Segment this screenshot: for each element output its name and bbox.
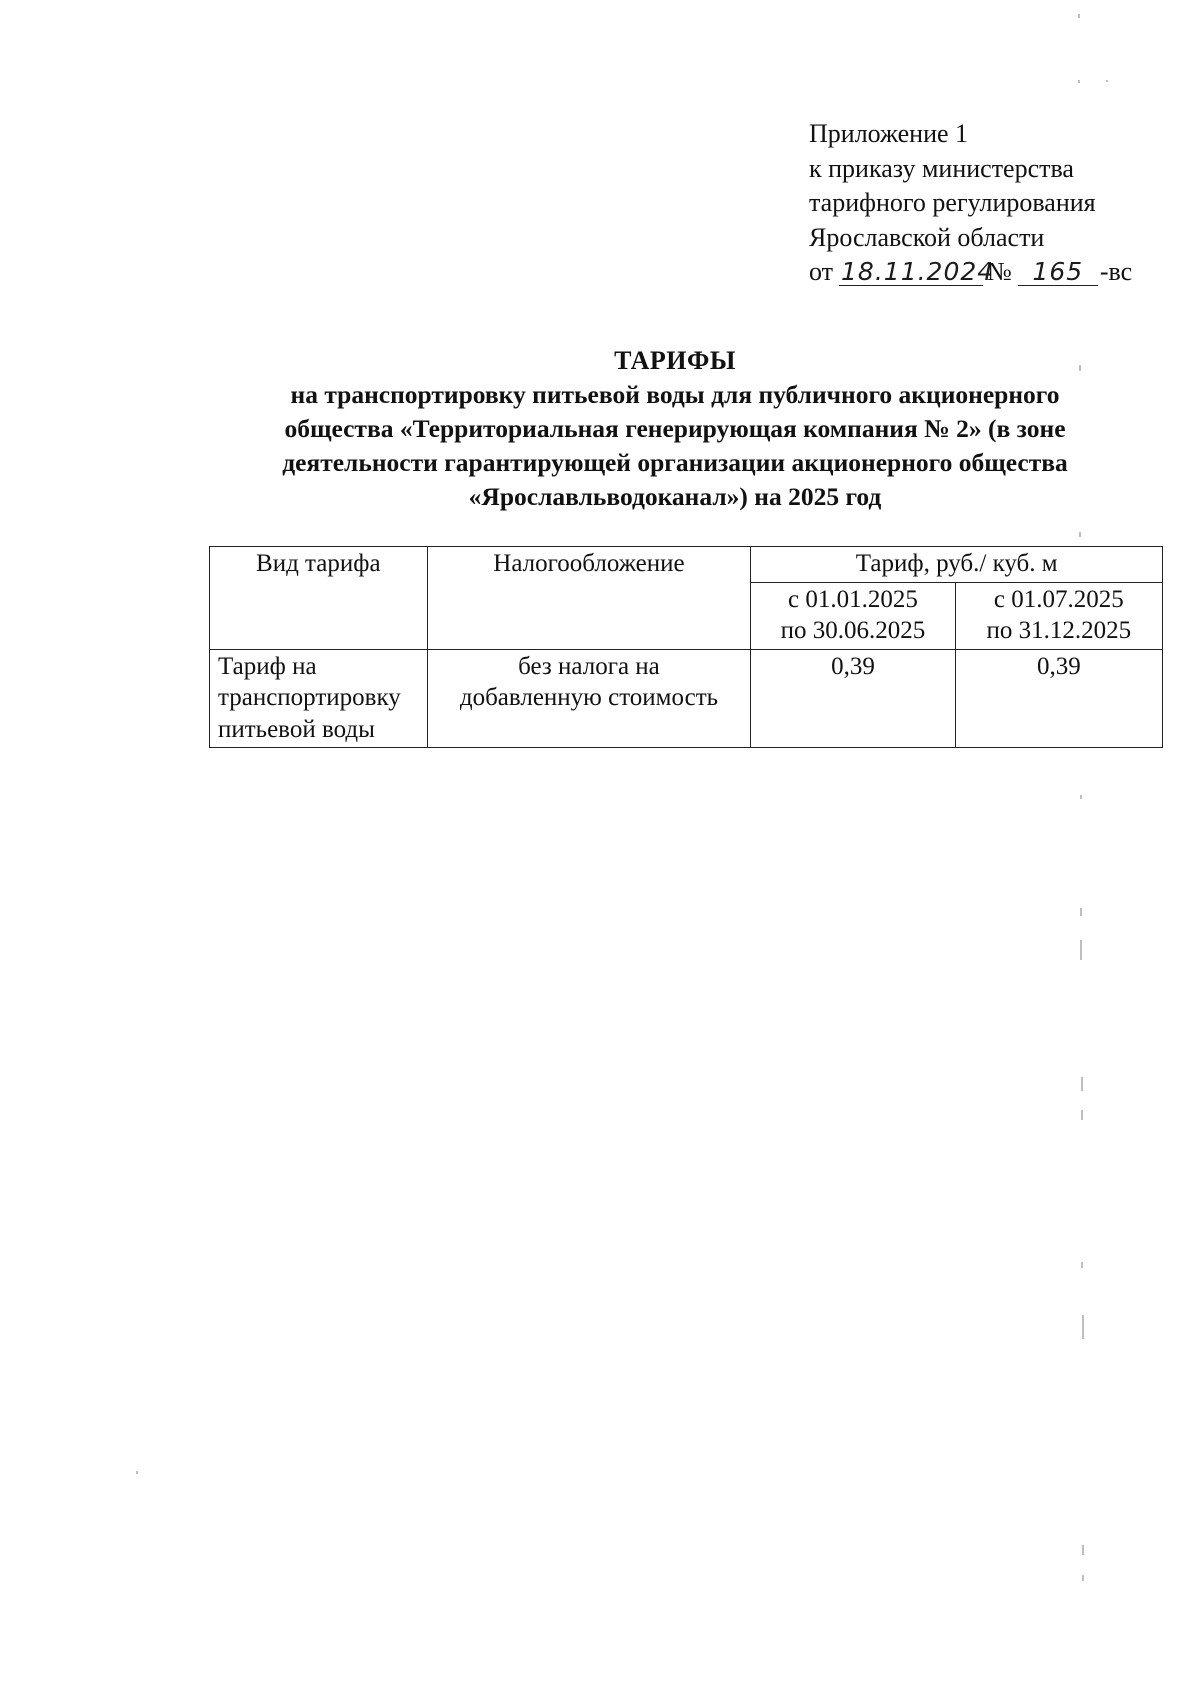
- document-title-block: [215, 344, 1135, 514]
- appendix-region: Ярославской области: [809, 222, 1045, 252]
- order-from-label: от: [809, 257, 834, 286]
- scan-speck: [1081, 1077, 1083, 1091]
- appendix-order-line: [809, 255, 1169, 290]
- scan-speck: [1080, 940, 1082, 960]
- table-row: [210, 649, 1163, 748]
- tariff-type-line-1: Тариф на: [218, 652, 317, 680]
- scan-speck: [1080, 908, 1082, 916]
- scan-speck: [136, 1471, 138, 1474]
- scan-speck: [1079, 532, 1081, 537]
- scan-speck: [1081, 1262, 1083, 1268]
- scan-speck: [1082, 1545, 1084, 1555]
- cell-tariff-type: [210, 649, 428, 748]
- scan-speck: [1106, 80, 1108, 82]
- header-period-1-from: с 01.01.2025: [788, 585, 918, 613]
- header-period-1: [751, 582, 955, 649]
- title-line-4: «Ярославльводоканал») на 2025 год: [468, 482, 882, 511]
- taxation-line-1: без налога на: [518, 652, 660, 680]
- taxation-line-2: добавленную стоимость: [459, 684, 719, 711]
- order-number-label: №: [987, 257, 1012, 286]
- header-tariff-unit: Тариф, руб./ куб. м: [751, 547, 1163, 583]
- scan-speck: [1082, 1315, 1084, 1339]
- tariff-type-line-3: питьевой воды: [218, 715, 375, 743]
- header-taxation: Налогообложение: [427, 547, 751, 650]
- header-period-1-to: по 30.06.2025: [780, 617, 926, 644]
- scan-speck: [1081, 1110, 1083, 1120]
- order-number-handwritten: 165: [1018, 259, 1098, 286]
- header-period-2-to: по 31.12.2025: [986, 617, 1132, 644]
- cell-taxation: [427, 649, 751, 748]
- order-suffix: -вс: [1099, 257, 1133, 286]
- order-date-handwritten: 18.11.2024: [841, 257, 995, 286]
- document-title: ТАРИФЫ: [614, 346, 736, 375]
- tariff-type-line-2: транспортировку: [218, 684, 401, 711]
- table-header-row: [210, 547, 1163, 583]
- appendix-ministry: тарифного регулирования: [809, 188, 1096, 217]
- header-period-2-from: с 01.07.2025: [993, 585, 1124, 613]
- appendix-header: [809, 117, 1169, 290]
- header-tariff-type: Вид тарифа: [210, 547, 428, 650]
- appendix-order-ref: к приказу министерства: [809, 153, 1074, 183]
- scan-speck: [1082, 1575, 1084, 1581]
- header-period-2: [955, 582, 1162, 649]
- title-line-3: деятельности гарантирующей организации акционерного общества: [282, 448, 1068, 477]
- cell-period-1-value: 0,39: [751, 649, 955, 748]
- tariff-table: [209, 546, 1163, 748]
- scan-speck: [1078, 80, 1080, 83]
- cell-period-2-value: 0,39: [955, 649, 1162, 748]
- title-line-2: общества «Территориальная генерирующая компания № 2» (в зоне: [284, 414, 1066, 443]
- scan-speck: [1078, 14, 1080, 18]
- appendix-title: Приложение 1: [809, 119, 969, 148]
- title-line-1: на транспортировку питьевой воды для публичного акционерного: [290, 380, 1060, 409]
- scan-speck: [1080, 795, 1082, 799]
- scan-speck: [1079, 365, 1081, 371]
